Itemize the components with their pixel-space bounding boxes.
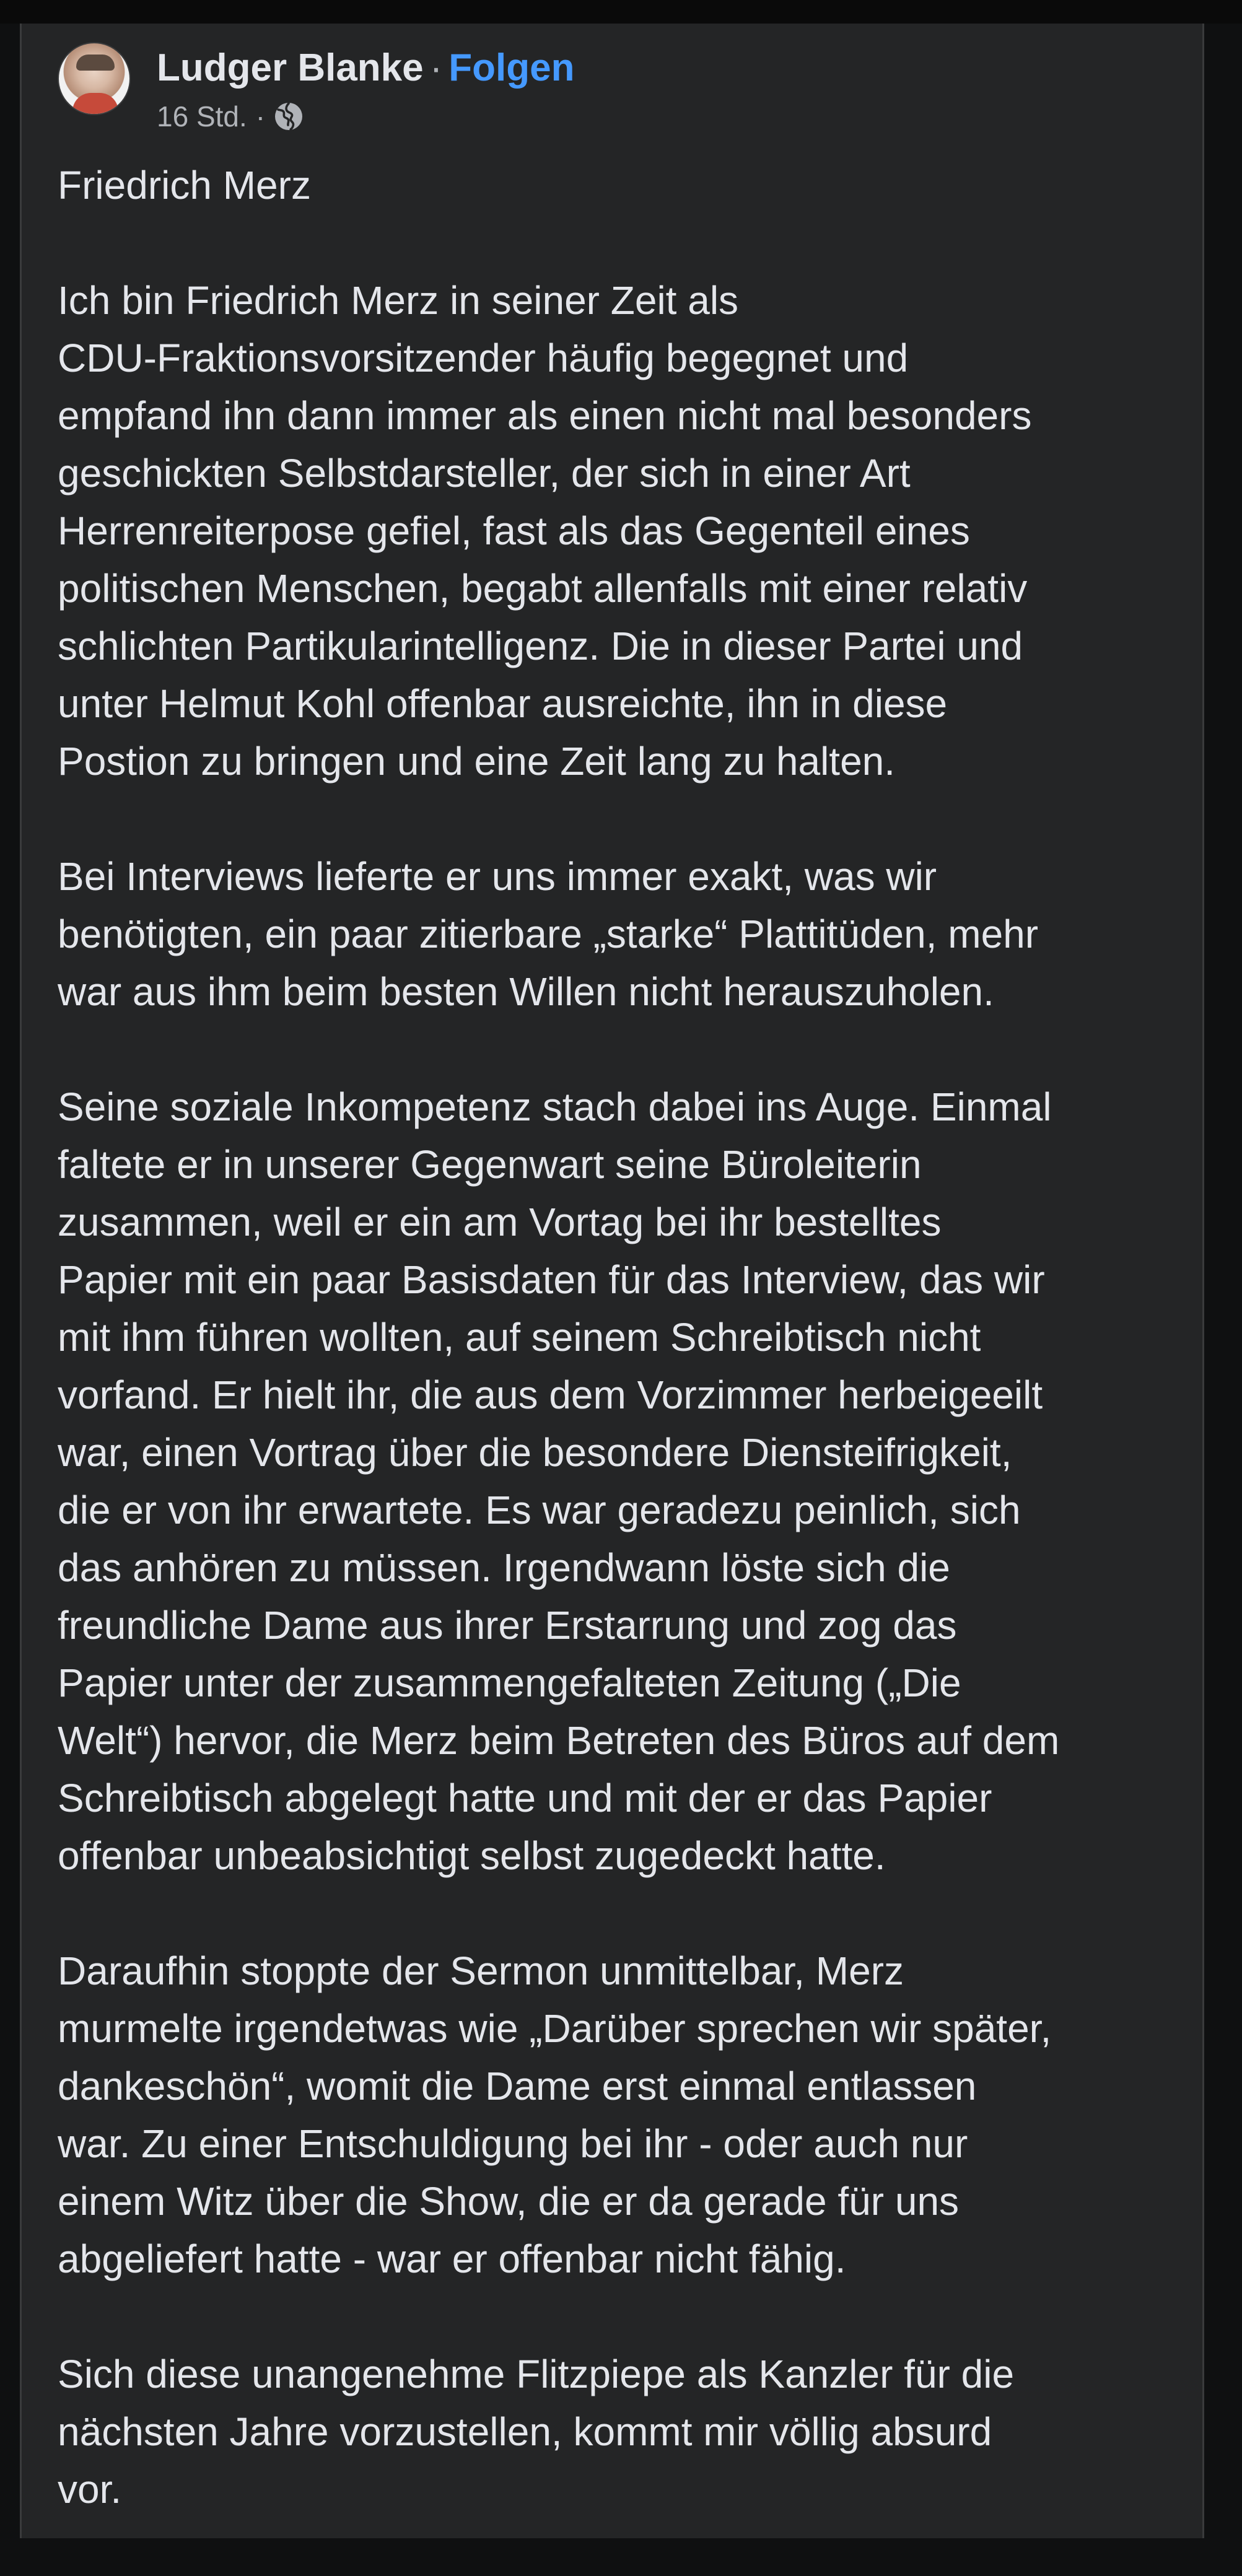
post-text-line: Bei Interviews lieferte er uns immer exakt, was wir (58, 854, 937, 899)
post-text-line: die er von ihr erwartete. Es war geradezu peinlich, sich (58, 1488, 1021, 1532)
post-text-line: benötigten, ein paar zitierbare „starke“ Plattitüden, mehr (58, 912, 1039, 956)
post-text-line: abgeliefert hatte - war er offenbar nicht fähig. (58, 2237, 846, 2281)
post-text-line: vor. (58, 2467, 122, 2512)
post-card (20, 24, 1204, 2538)
name-separator: · (429, 46, 443, 89)
post-text-line: Seine soziale Inkompetenz stach dabei ins Auge. Einmal (58, 1085, 1052, 1129)
post-text-line: Welt“) hervor, die Merz beim Betreten des Büros auf dem (58, 1718, 1060, 1763)
post-text-line: faltete er in unserer Gegenwart seine Büroleiterin (58, 1142, 922, 1187)
post-text-line: murmelte irgendetwas wie „Darüber sprechen wir später, (58, 2006, 1052, 2051)
post-text-line: Ich bin Friedrich Merz in seiner Zeit als (58, 278, 739, 323)
author-row (157, 46, 575, 90)
post-text-line: empfand ihn dann immer als einen nicht mal besonders (58, 393, 1032, 438)
post-text-line: zusammen, weil er ein am Vortag bei ihr bestelltes (58, 1200, 942, 1244)
post-text-line: CDU-Fraktionsvorsitzender häufig begegnet und (58, 336, 909, 380)
post-text-line: Friedrich Merz (58, 163, 311, 207)
status-bar (0, 0, 1242, 24)
post-text-line: Schreibtisch abgelegt hatte und mit der er das Papier (58, 1776, 992, 1820)
post-text-line: Papier mit ein paar Basisdaten für das Interview, das wir (58, 1257, 1045, 1302)
post-text (58, 157, 1210, 2576)
avatar[interactable] (58, 42, 131, 115)
follow-button[interactable]: Folgen (448, 46, 575, 89)
post-text-line: war. Zu einer Entschuldigung bei ihr - oder auch nur (58, 2121, 968, 2166)
post-text-line: Herrenreiterpose gefiel, fast als das Gegenteil eines (58, 509, 970, 553)
post-text-line: einem Witz über die Show, die er da gerade für uns (58, 2179, 960, 2224)
post-paragraph (58, 2346, 1210, 2518)
post-text-line: vorfand. Er hielt ihr, die aus dem Vorzimmer herbeigeeilt (58, 1373, 1043, 1417)
post-paragraph (58, 1078, 1210, 1885)
post-text-line: war, einen Vortrag über die besondere Diensteifrigkeit, (58, 1430, 1012, 1475)
post-paragraph (58, 848, 1210, 1021)
author-name[interactable]: Ludger Blanke (157, 46, 424, 89)
post-text-line: das anhören zu müssen. Irgendwann löste sich die (58, 1545, 950, 1590)
post-meta (157, 99, 304, 134)
post-text-line: Daraufhin stoppte der Sermon unmittelbar, Merz (58, 1949, 904, 1993)
post-text-line: offenbar unbeabsichtigt selbst zugedeckt hatte. (58, 1833, 886, 1878)
globe-icon (274, 102, 304, 131)
post-text-line: dankeschön“, womit die Dame erst einmal entlassen (58, 2064, 977, 2108)
post-text-line: mit ihm führen wollten, auf seinem Schreibtisch nicht (58, 1315, 981, 1360)
post-text-line: schlichten Partikularintelligenz. Die in dieser Partei und (58, 624, 1023, 668)
post-text-line: unter Helmut Kohl offenbar ausreichte, ihn in diese (58, 681, 948, 726)
post-text-line: Papier unter der zusammengefalteten Zeitung („Die (58, 1661, 961, 1705)
meta-separator: · (255, 100, 266, 133)
post-text-line: Postion zu bringen und eine Zeit lang zu halten. (58, 739, 896, 784)
post-paragraph (58, 272, 1210, 790)
post-text-line: freundliche Dame aus ihrer Erstarrung und zog das (58, 1603, 957, 1648)
post-text-line: politischen Menschen, begabt allenfalls mit einer relativ (58, 566, 1028, 611)
post-text-line: Sich diese unangenehme Flitzpiepe als Kanzler für die (58, 2352, 1015, 2396)
post-paragraph (58, 1942, 1210, 2288)
post-text-line: nächsten Jahre vorzustellen, kommt mir völlig absurd (58, 2409, 992, 2454)
post-text-line: war aus ihm beim besten Willen nicht herauszuholen. (58, 969, 994, 1014)
post-header (58, 42, 1111, 133)
post-text-line: geschickten Selbstdarsteller, der sich in einer Art (58, 451, 911, 496)
post-paragraph (58, 157, 1210, 214)
post-timestamp[interactable]: 16 Std. (157, 100, 247, 133)
